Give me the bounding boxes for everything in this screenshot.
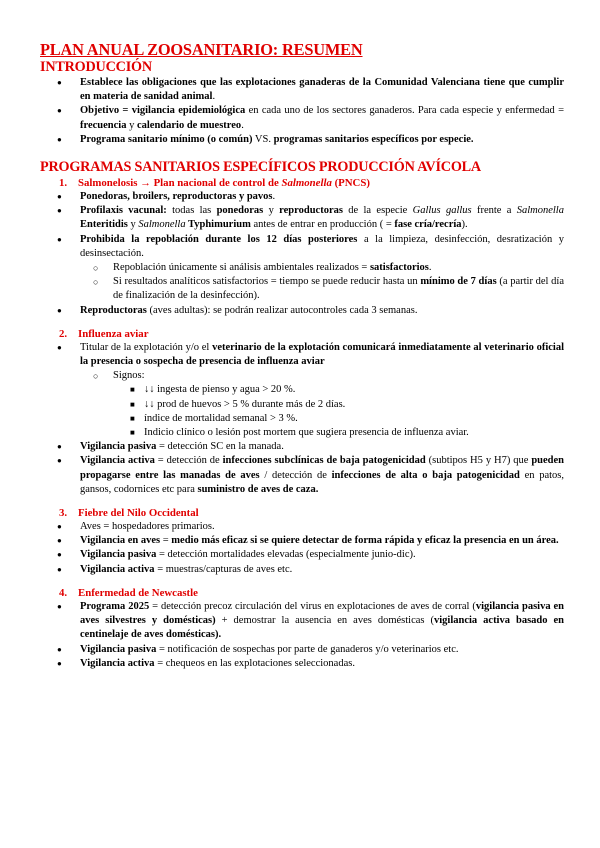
salmonelosis-list: [40, 190, 564, 318]
list-item: ● Objetivo = vigilancia epidemiológica en cada uno de los sectores ganaderos. Para cada especie y enfermedad = frecuencia y calendario de muestreo.: [40, 104, 564, 132]
list-item: ● Programa sanitario mínimo (o común) VS. programas sanitarios específicos por especie.: [40, 133, 564, 147]
list-item: ● Vigilancia pasiva = detección mortalidades elevadas (especialmente junio-dic).: [40, 548, 564, 562]
avicola-heading: PROGRAMAS SANITARIOS ESPECÍFICOS PRODUCCIÓN AVÍCOLA: [40, 159, 481, 176]
sub-sub-list-item: ■ ↓↓ ingesta de pienso y agua > 20 %.: [40, 383, 564, 397]
list-item: ● Vigilancia en aves = medio más eficaz si se quiere detectar de forma rápida y eficaz la presencia en un área.: [40, 534, 564, 548]
sub-sub-list-item: ■ Indicio clínico o lesión post mortem que sugiera presencia de influenza aviar.: [40, 426, 564, 440]
list-item: ● Vigilancia pasiva = detección SC en la manada.: [40, 440, 564, 454]
influenza-list: [40, 341, 564, 497]
section-heading-salmonelosis: 1. Salmonelosis → Plan nacional de control de Salmonella (PNCS): [59, 177, 370, 190]
sub-list-item: ○ Signos:: [40, 369, 564, 383]
list-item: ● Ponedoras, broilers, reproductoras y pavos.: [40, 190, 564, 204]
list-item: ● Prohibida la repoblación durante los 12 días posteriores a la limpieza, desinfección, desratización y desinsectación.: [40, 233, 564, 261]
sub-sub-list-item: ■ índice de mortalidad semanal > 3 %.: [40, 412, 564, 426]
section-heading-newcastle: 4. Enfermedad de Newcastle: [59, 586, 198, 599]
list-item: ● Vigilancia activa = muestras/capturas de aves etc.: [40, 563, 564, 577]
list-item: ● Programa 2025 = detección precoz circulación del virus en explotaciones de aves de corral (vigilancia pasiva en aves silvestres y domésticas) + demostrar la ausencia en aves domésticas (vigilancia activa basado en centinelaje de aves domésticas).: [40, 600, 564, 643]
list-item: ● Titular de la explotación y/o el veterinario de la explotación comunicará inmediatamente al veterinario oficial la presencia o sospecha de presencia de influenza aviar: [40, 341, 564, 369]
nilo-list: [40, 520, 564, 577]
sub-list-item: ○ Si resultados analíticos satisfactorios = tiempo se puede reducir hasta un mínimo de 7 días (a partir del día de finalización de la desinfección).: [40, 275, 564, 303]
list-item: ● Vigilancia activa = chequeos en las explotaciones seleccionadas.: [40, 657, 564, 671]
list-item: ● Profilaxis vacunal: todas las ponedoras y reproductoras de la especie Gallus gallus frente a Salmonella Enteritidis y Salmonella Typhimurium antes de entrar en producción ( = fase cría/recría).: [40, 204, 564, 232]
list-item: ● Aves = hospedadores primarios.: [40, 520, 564, 534]
newcastle-list: [40, 600, 564, 671]
list-item: ● Reproductoras (aves adultas): se podrán realizar autocontroles cada 3 semanas.: [40, 304, 564, 318]
intro-heading: INTRODUCCIÓN: [40, 59, 152, 75]
list-item: ● Vigilancia activa = detección de infecciones subclínicas de baja patogenicidad (subtipos H5 y H7) que pueden propagarse entre las manadas de aves / detección de infecciones de alta o baja patogenicidad en patos, gansos, codornices etc para suministro de aves de caza.: [40, 454, 564, 497]
sub-sub-list-item: ■ ↓↓ prod de huevos > 5 % durante más de 2 días.: [40, 398, 564, 412]
list-item: ● Vigilancia pasiva = notificación de sospechas por parte de ganaderos y/o veterinarios etc.: [40, 643, 564, 657]
intro-list: [40, 76, 564, 147]
section-heading-nilo: 3. Fiebre del Nilo Occidental: [59, 507, 199, 520]
section-heading-influenza: 2. Influenza aviar: [59, 327, 149, 340]
list-item: ● Establece las obligaciones que las explotaciones ganaderas de la Comunidad Valenciana tiene que cumplir en materia de sanidad animal.: [40, 76, 564, 104]
page-title: PLAN ANUAL ZOOSANITARIO: RESUMEN: [40, 40, 363, 59]
sub-list-item: ○ Repoblación únicamente si análisis ambientales realizados = satisfactorios.: [40, 261, 564, 275]
